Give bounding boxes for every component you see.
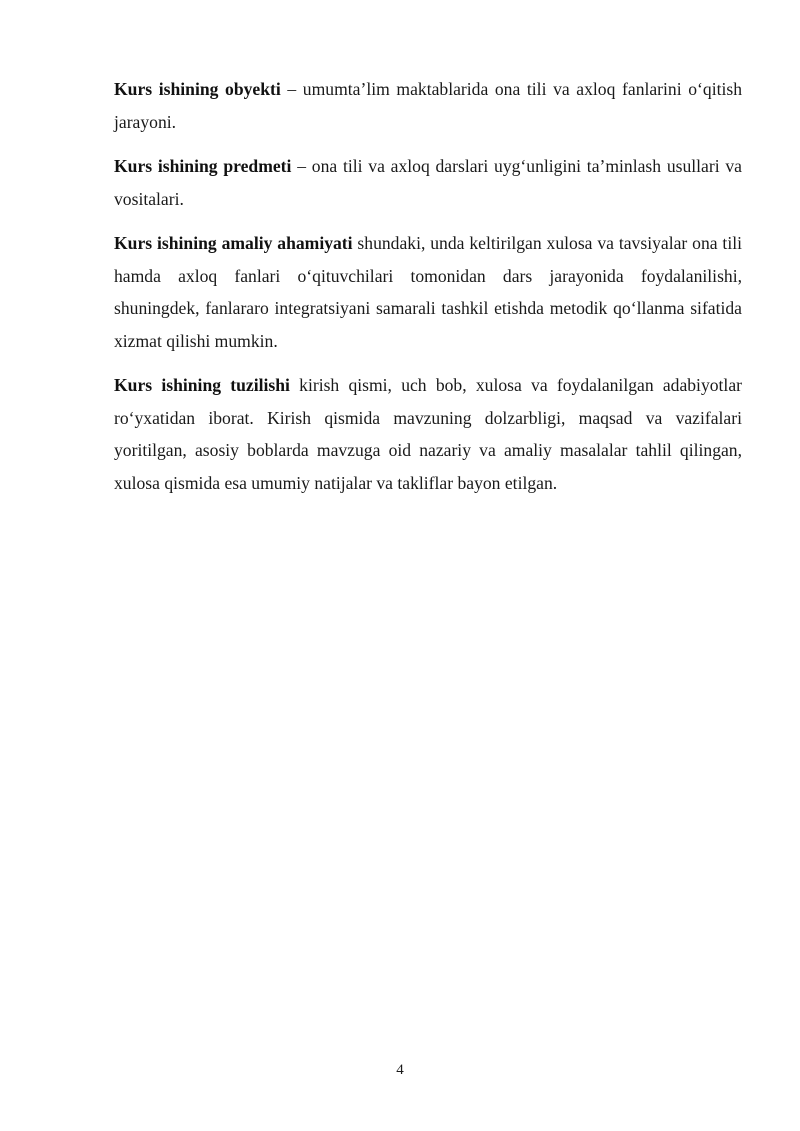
term-subject: Kurs ishining predmeti <box>114 156 292 176</box>
paragraph-practical-significance-text: shundaki, unda keltirilgan xulosa va tavsiyalar ona tili hamda axloq fanlari o‘qituvchilari tomonidan dars jarayonida foydalanilishi, shuningdek, fanlararo integratsiyani samarali tashkil etishda metodik qo‘llanma sifatida xizmat qilishi mumkin. <box>114 233 742 351</box>
paragraph-object <box>114 73 742 138</box>
term-object: Kurs ishining obyekti <box>114 79 281 99</box>
paragraph-structure <box>114 369 742 499</box>
paragraph-subject <box>114 150 742 215</box>
term-practical-significance: Kurs ishining amaliy ahamiyati <box>114 233 353 253</box>
paragraph-subject-text: – ona tili va axloq darslari uyg‘unligini ta’minlash usullari va vositalari. <box>114 156 742 209</box>
paragraph-object-text: – umumta’lim maktablarida ona tili va axloq fanlarini o‘qitish jarayoni. <box>114 79 742 132</box>
paragraph-structure-text: kirish qismi, uch bob, xulosa va foydalanilgan adabiyotlar ro‘yxatidan iborat. Kirish qismida mavzuning dolzarbligi, maqsad va vazifalari yoritilgan, asosiy boblarda mavzuga oid nazariy va amaliy masalalar tahlil qilingan, xulosa qismida esa umumiy natijalar va takliflar bayon etilgan. <box>114 375 742 493</box>
term-structure: Kurs ishining tuzilishi <box>114 375 290 395</box>
paragraph-practical-significance <box>114 227 742 357</box>
page-number: 4 <box>396 1062 404 1078</box>
document-body <box>114 73 742 511</box>
